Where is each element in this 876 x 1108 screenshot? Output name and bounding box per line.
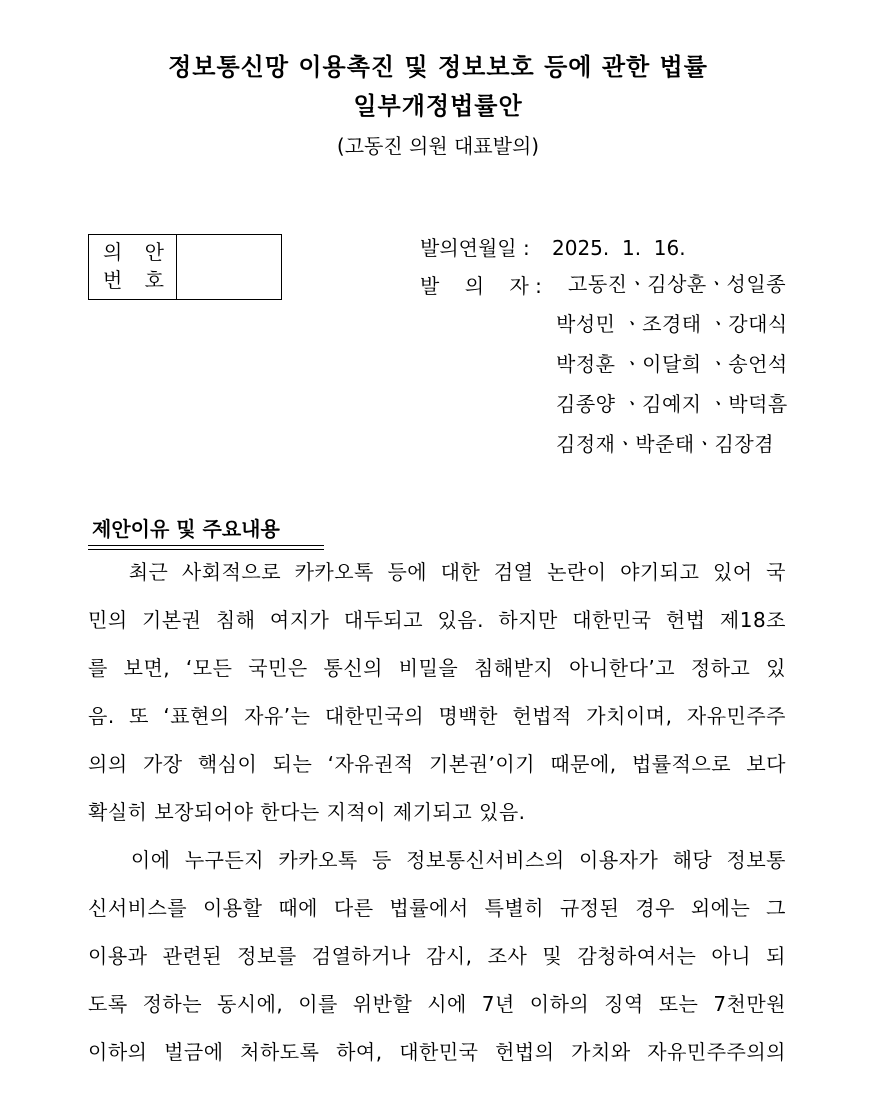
date-value: 2025. 1. 16. [552, 236, 686, 260]
sponsor-line: 박정훈 ㆍ이달희 ㆍ송언석 [556, 352, 788, 376]
sponsor-line: 고동진ㆍ김상훈ㆍ성일종 [568, 272, 787, 296]
document-subtitle: 일부개정법률안 [353, 92, 523, 120]
bill-number-label-line2: 번 호 [103, 268, 172, 292]
proposal-body [88, 548, 786, 1076]
body-line: 확실히 보장되어야 한다는 지적이 제기되고 있음. [88, 800, 526, 824]
document-proposer: (고동진 의원 대표발의) [336, 134, 540, 158]
body-line: 도록 정하는 동시에, 이를 위반할 시에 7년 이하의 징역 또는 7천만원 [88, 992, 786, 1016]
bill-number-label [89, 235, 177, 299]
body-line: 신서비스를 이용할 때에 다른 법률에서 특별히 규정된 경우 외에는 그 [88, 896, 786, 920]
bill-number-box [88, 234, 282, 300]
document-title: 정보통신망 이용촉진 및 정보보호 등에 관한 법률 [168, 53, 708, 81]
sponsor-line: 김정재ㆍ박준태ㆍ김장겸 [556, 432, 775, 456]
sponsor-list-continued [556, 304, 788, 464]
body-line: 최근 사회적으로 카카오톡 등에 대한 검열 논란이 야기되고 있어 국 [88, 560, 786, 584]
body-line: 이용과 관련된 정보를 검열하거나 감시, 조사 및 감청하여서는 아니 되 [88, 944, 786, 968]
date-label: 발의연월일 : [420, 236, 530, 260]
bill-number-label-line1: 의 안 [103, 240, 172, 264]
sponsor-label: 발 의 자 : [420, 274, 542, 298]
body-line: 의의 가장 핵심이 되는 ‘자유권적 기본권’이기 때문에, 법률적으로 보다 [88, 752, 786, 776]
body-line: 이하의 벌금에 처하도록 하여, 대한민국 헌법의 가치와 자유민주주의의 [88, 1040, 786, 1064]
date-row [420, 232, 686, 264]
body-line: 민의 기본권 침해 여지가 대두되고 있음. 하지만 대한민국 헌법 제18조 [88, 608, 786, 632]
title-block [0, 48, 876, 166]
body-line: 이에 누구든지 카카오톡 등 정보통신서비스의 이용자가 해당 정보통 [88, 848, 786, 872]
bill-number-value [177, 235, 281, 299]
sponsor-line: 박성민 ㆍ조경태 ㆍ강대식 [556, 312, 788, 336]
body-line: 를 보면, ‘모든 국민은 통신의 비밀을 침해받지 아니한다’고 정하고 있 [88, 656, 786, 680]
body-line: 음. 또 ‘표현의 자유’는 대한민국의 명백한 헌법적 가치이며, 자유민주주 [88, 704, 786, 728]
sponsor-list [568, 264, 786, 304]
sponsor-line: 김종양 ㆍ김예지 ㆍ박덕흠 [556, 392, 788, 416]
section-heading: 제안이유 및 주요내용 [92, 517, 280, 541]
